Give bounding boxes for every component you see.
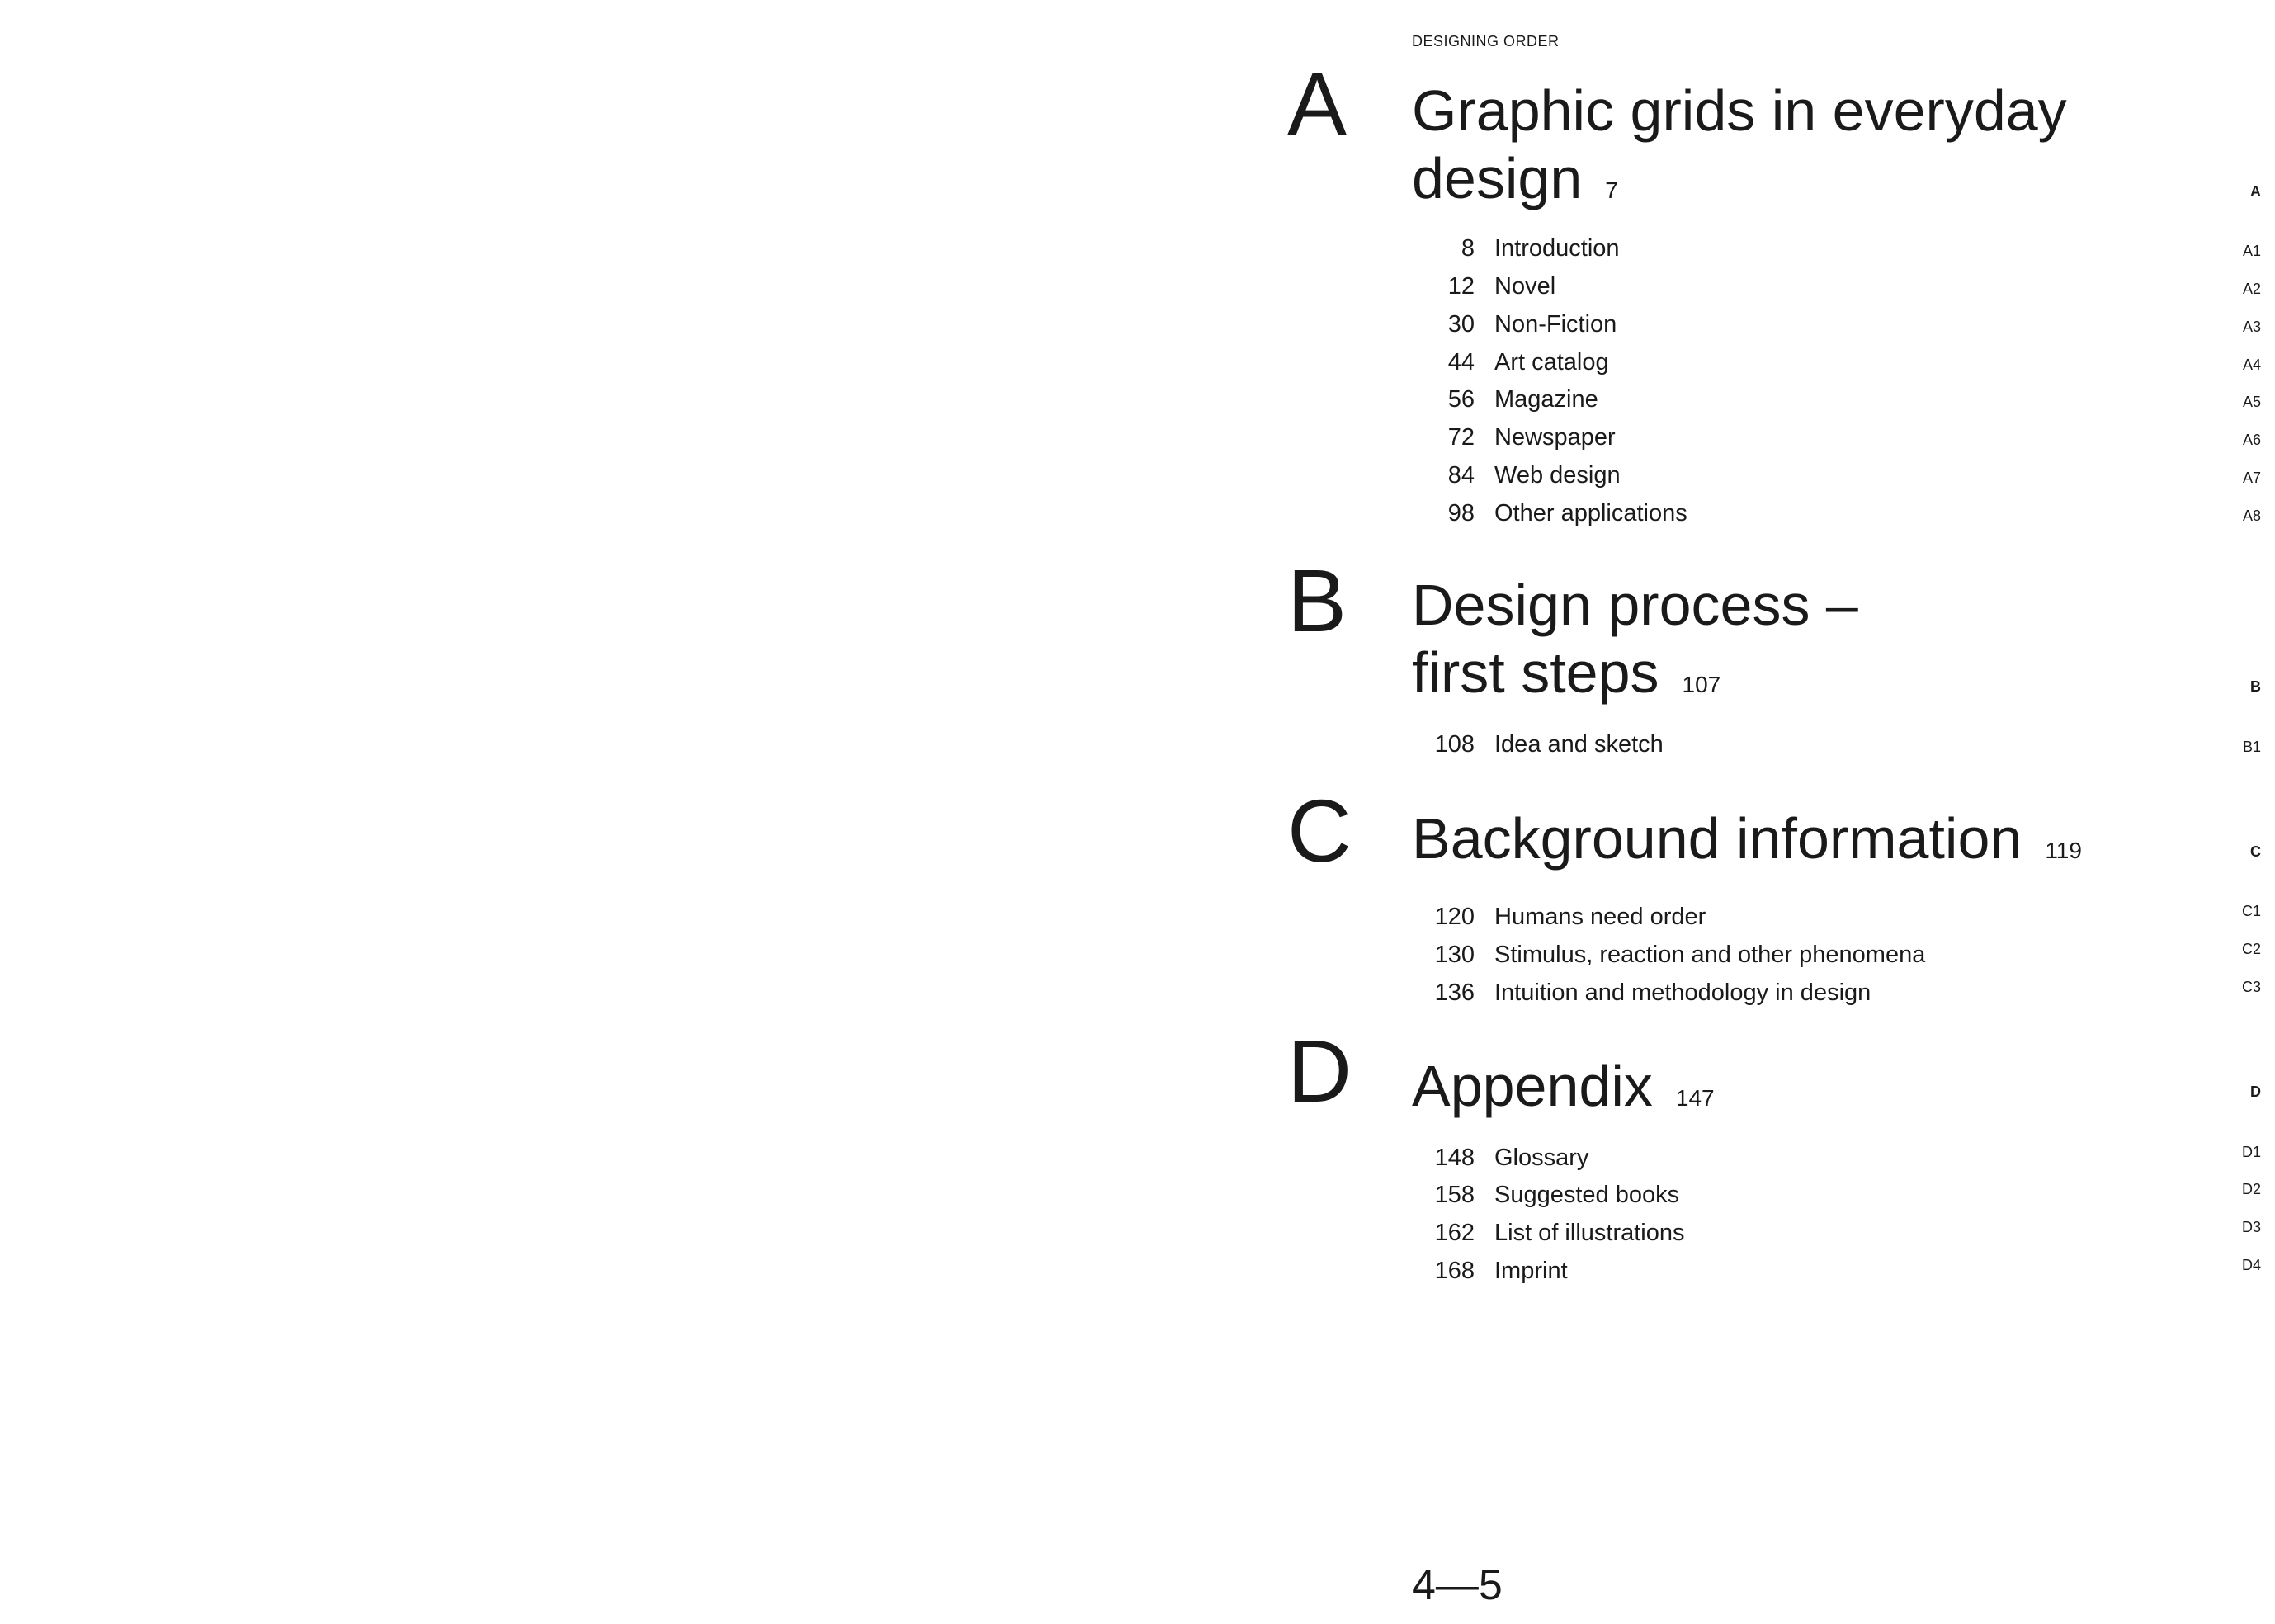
thumb-tab[interactable]: C3 <box>2241 979 2261 995</box>
entry-page: 8 <box>1461 235 1475 262</box>
entry-page: 72 <box>1447 424 1475 451</box>
thumb-tab-d[interactable]: D <box>2250 1083 2261 1100</box>
entry-page: 56 <box>1447 386 1475 413</box>
section-title-line: Appendix <box>1412 1054 1653 1118</box>
toc-entry[interactable] <box>1412 418 2155 456</box>
entry-label: Humans need order <box>1494 904 1706 930</box>
thumb-tab[interactable]: D2 <box>2241 1181 2261 1197</box>
section-letter-b: B <box>1287 550 1348 650</box>
entry-page: 12 <box>1447 273 1475 300</box>
thumb-tab[interactable]: C1 <box>2241 903 2261 919</box>
toc-entry[interactable] <box>1412 380 2155 418</box>
thumb-tab[interactable]: A8 <box>2242 508 2261 524</box>
section-page-number: 7 <box>1605 177 1618 203</box>
toc-entry[interactable] <box>1412 1176 2155 1214</box>
thumb-tab[interactable]: A2 <box>2242 281 2261 297</box>
section-page-number: 119 <box>2045 838 2082 863</box>
section-title-c[interactable] <box>1412 805 2155 885</box>
toc-entry[interactable] <box>1412 456 2155 494</box>
entry-page: 98 <box>1447 500 1475 526</box>
entry-label: Magazine <box>1494 386 1598 413</box>
entry-label: Idea and sketch <box>1494 731 1664 758</box>
entry-label: List of illustrations <box>1494 1220 1685 1246</box>
entry-page: 44 <box>1447 349 1475 375</box>
thumb-tab-c[interactable]: C <box>2250 843 2261 860</box>
section-title-line: Graphic grids in everyday <box>1412 78 2067 143</box>
section-letter-d: D <box>1287 1021 1352 1121</box>
toc-entry[interactable] <box>1412 725 2155 763</box>
toc-entry[interactable] <box>1412 343 2155 381</box>
entry-page: 158 <box>1434 1182 1475 1208</box>
toc-entry[interactable] <box>1412 1252 2155 1290</box>
thumb-tab[interactable]: B1 <box>2242 739 2261 755</box>
section-title-line: first steps <box>1412 640 1659 705</box>
entry-page: 108 <box>1434 731 1475 758</box>
entry-label: Suggested books <box>1494 1182 1680 1208</box>
entry-label: Newspaper <box>1494 424 1616 451</box>
thumb-tab[interactable]: D1 <box>2241 1144 2261 1160</box>
entry-label: Other applications <box>1494 500 1687 526</box>
entry-label: Non-Fiction <box>1494 311 1617 338</box>
toc-entry[interactable] <box>1412 494 2155 532</box>
section-title-line: design <box>1412 146 1583 210</box>
section-page-number: 107 <box>1682 672 1721 697</box>
entry-page: 130 <box>1434 942 1475 968</box>
entry-page: 168 <box>1434 1258 1475 1284</box>
toc-entry[interactable] <box>1412 1139 2155 1177</box>
entry-label: Web design <box>1494 462 1621 489</box>
section-page-number: 147 <box>1675 1085 1715 1111</box>
entry-page: 30 <box>1447 311 1475 338</box>
thumb-tab[interactable]: A6 <box>2242 432 2261 448</box>
entry-label: Imprint <box>1494 1258 1568 1284</box>
thumb-tab[interactable]: A4 <box>2242 356 2261 373</box>
section-title-d[interactable] <box>1412 1052 2155 1132</box>
thumb-tab[interactable]: A1 <box>2242 243 2261 259</box>
page-folio: 4—5 <box>1412 1561 1503 1609</box>
toc-entry[interactable] <box>1412 1214 2155 1252</box>
thumb-tab[interactable]: A5 <box>2242 394 2261 410</box>
section-letter-c: C <box>1287 781 1352 880</box>
section-title-line: Background information <box>1412 806 2022 871</box>
thumb-tab[interactable]: D3 <box>2241 1219 2261 1235</box>
thumb-tab-a[interactable]: A <box>2250 183 2261 200</box>
running-head: DESIGNING ORDER <box>1412 33 1560 50</box>
section-title-line: Design process – <box>1412 573 1858 637</box>
thumb-tab[interactable]: C2 <box>2241 941 2261 957</box>
entry-label: Glossary <box>1494 1145 1589 1171</box>
entry-label: Art catalog <box>1494 349 1609 375</box>
thumb-tab[interactable]: A7 <box>2242 470 2261 486</box>
toc-entry[interactable] <box>1412 305 2155 343</box>
entry-label: Intuition and methodology in design <box>1494 980 1871 1006</box>
entry-page: 148 <box>1434 1145 1475 1171</box>
toc-entry[interactable] <box>1412 936 2155 974</box>
entry-page: 84 <box>1447 462 1475 489</box>
section-title-a[interactable] <box>1412 77 2155 224</box>
thumb-tab-b[interactable]: B <box>2250 678 2261 695</box>
toc-entry[interactable] <box>1412 267 2155 305</box>
thumb-tab[interactable]: A3 <box>2242 319 2261 335</box>
toc-entry[interactable] <box>1412 974 2155 1012</box>
toc-entry[interactable] <box>1412 229 2155 267</box>
entry-page: 120 <box>1434 904 1475 930</box>
section-letter-a: A <box>1287 54 1348 153</box>
entry-page: 162 <box>1434 1220 1475 1246</box>
entry-label: Introduction <box>1494 235 1620 262</box>
entry-label: Stimulus, reaction and other phenomena <box>1494 942 1926 968</box>
entry-label: Novel <box>1494 273 1556 300</box>
toc-entry[interactable] <box>1412 898 2155 936</box>
section-title-b[interactable] <box>1412 571 2155 719</box>
thumb-tab[interactable]: D4 <box>2241 1257 2261 1273</box>
entry-page: 136 <box>1434 980 1475 1006</box>
